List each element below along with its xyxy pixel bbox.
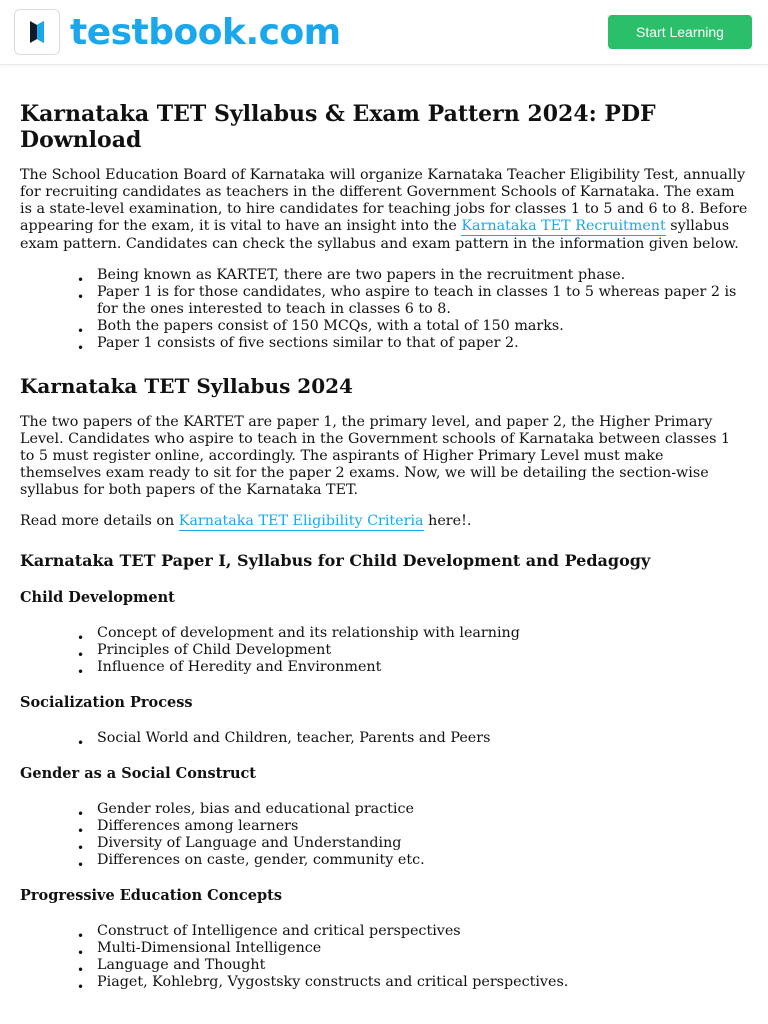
start-learning-button[interactable]: Start Learning bbox=[608, 15, 752, 49]
testbook-logo[interactable] bbox=[14, 9, 341, 55]
section-title: Socialization Process bbox=[20, 694, 193, 711]
section-list bbox=[20, 923, 748, 991]
intro-text-2: syllabus exam pattern. Candidates can check the syllabus and exam pattern in the information given below. bbox=[20, 218, 739, 252]
intro-paragraph bbox=[20, 167, 748, 253]
list-item: • Influence of Heredity and Environment bbox=[97, 659, 748, 676]
read-more-line bbox=[20, 513, 748, 531]
logo-mark-icon bbox=[14, 9, 60, 55]
paper1-heading: Karnataka TET Paper I, Syllabus for Child Development and Pedagogy bbox=[20, 551, 651, 570]
list-item: • Differences on caste, gender, community etc. bbox=[97, 852, 748, 869]
section-list bbox=[20, 730, 748, 747]
syllabus-paragraph: The two papers of the KARTET are paper 1, the primary level, and paper 2, the Higher Primary Level. Candidates who aspire to teach in the Government schools of Karnataka between classes 1 to 5 must register online, accordingly. The aspirants of Higher Primary Level must make themselves exam ready to sit for the paper 2 exams. Now, we will be detailing the section-wise syllabus for both papers of the Karnataka TET. bbox=[20, 414, 731, 498]
syllabus-heading: Karnataka TET Syllabus 2024 bbox=[20, 374, 353, 398]
intro-bullet-list bbox=[20, 267, 748, 352]
list-item: • Construct of Intelligence and critical perspectives bbox=[97, 923, 748, 940]
read-more-prefix: Read more details on bbox=[20, 513, 179, 529]
list-item: • Piaget, Kohlebrg, Vygostsky constructs and critical perspectives. bbox=[97, 974, 748, 991]
list-item: • Multi-Dimensional Intelligence bbox=[97, 940, 748, 957]
list-item: • Paper 1 is for those candidates, who aspire to teach in classes 1 to 5 whereas paper 2 is for the ones interested to teach in classes 6 to 8. bbox=[97, 284, 748, 318]
article bbox=[0, 101, 768, 991]
eligibility-criteria-link[interactable]: Karnataka TET Eligibility Criteria bbox=[178, 513, 424, 529]
section-list bbox=[20, 801, 748, 869]
intro-text-1: The School Education Board of Karnataka will organize Karnataka Teacher Eligibility Test, annually for recruiting candidates as teachers in the different Government Schools of Karnataka. The exam is a state-level examination, to hire candidates for teaching jobs for classes 1 to 5 and 6 to 8. Before appearing for the exam, it is vital to have an insight into the bbox=[20, 167, 748, 234]
list-item: • Principles of Child Development bbox=[97, 642, 748, 659]
list-item: • Diversity of Language and Understanding bbox=[97, 835, 748, 852]
list-item: • Being known as KARTET, there are two papers in the recruitment phase. bbox=[97, 267, 748, 284]
list-item: • Social World and Children, teacher, Parents and Peers bbox=[97, 730, 748, 747]
section-title: Child Development bbox=[20, 589, 175, 606]
list-item: • Language and Thought bbox=[97, 957, 748, 974]
list-item: • Differences among learners bbox=[97, 818, 748, 835]
site-header bbox=[0, 0, 768, 65]
section-title: Gender as a Social Construct bbox=[20, 765, 257, 782]
section-list bbox=[20, 625, 748, 676]
section-title: Progressive Education Concepts bbox=[20, 887, 282, 904]
logo-text: testbook.com bbox=[70, 11, 341, 53]
list-item: • Paper 1 consists of five sections similar to that of paper 2. bbox=[97, 335, 748, 352]
list-item: • Concept of development and its relationship with learning bbox=[97, 625, 748, 642]
list-item: • Both the papers consist of 150 MCQs, with a total of 150 marks. bbox=[97, 318, 748, 335]
list-item: • Gender roles, bias and educational practice bbox=[97, 801, 748, 818]
page-title: Karnataka TET Syllabus & Exam Pattern 2024: PDF Download bbox=[20, 101, 656, 153]
recruitment-link[interactable]: Karnataka TET Recruitment bbox=[461, 218, 666, 234]
read-more-suffix: here!. bbox=[423, 513, 472, 529]
